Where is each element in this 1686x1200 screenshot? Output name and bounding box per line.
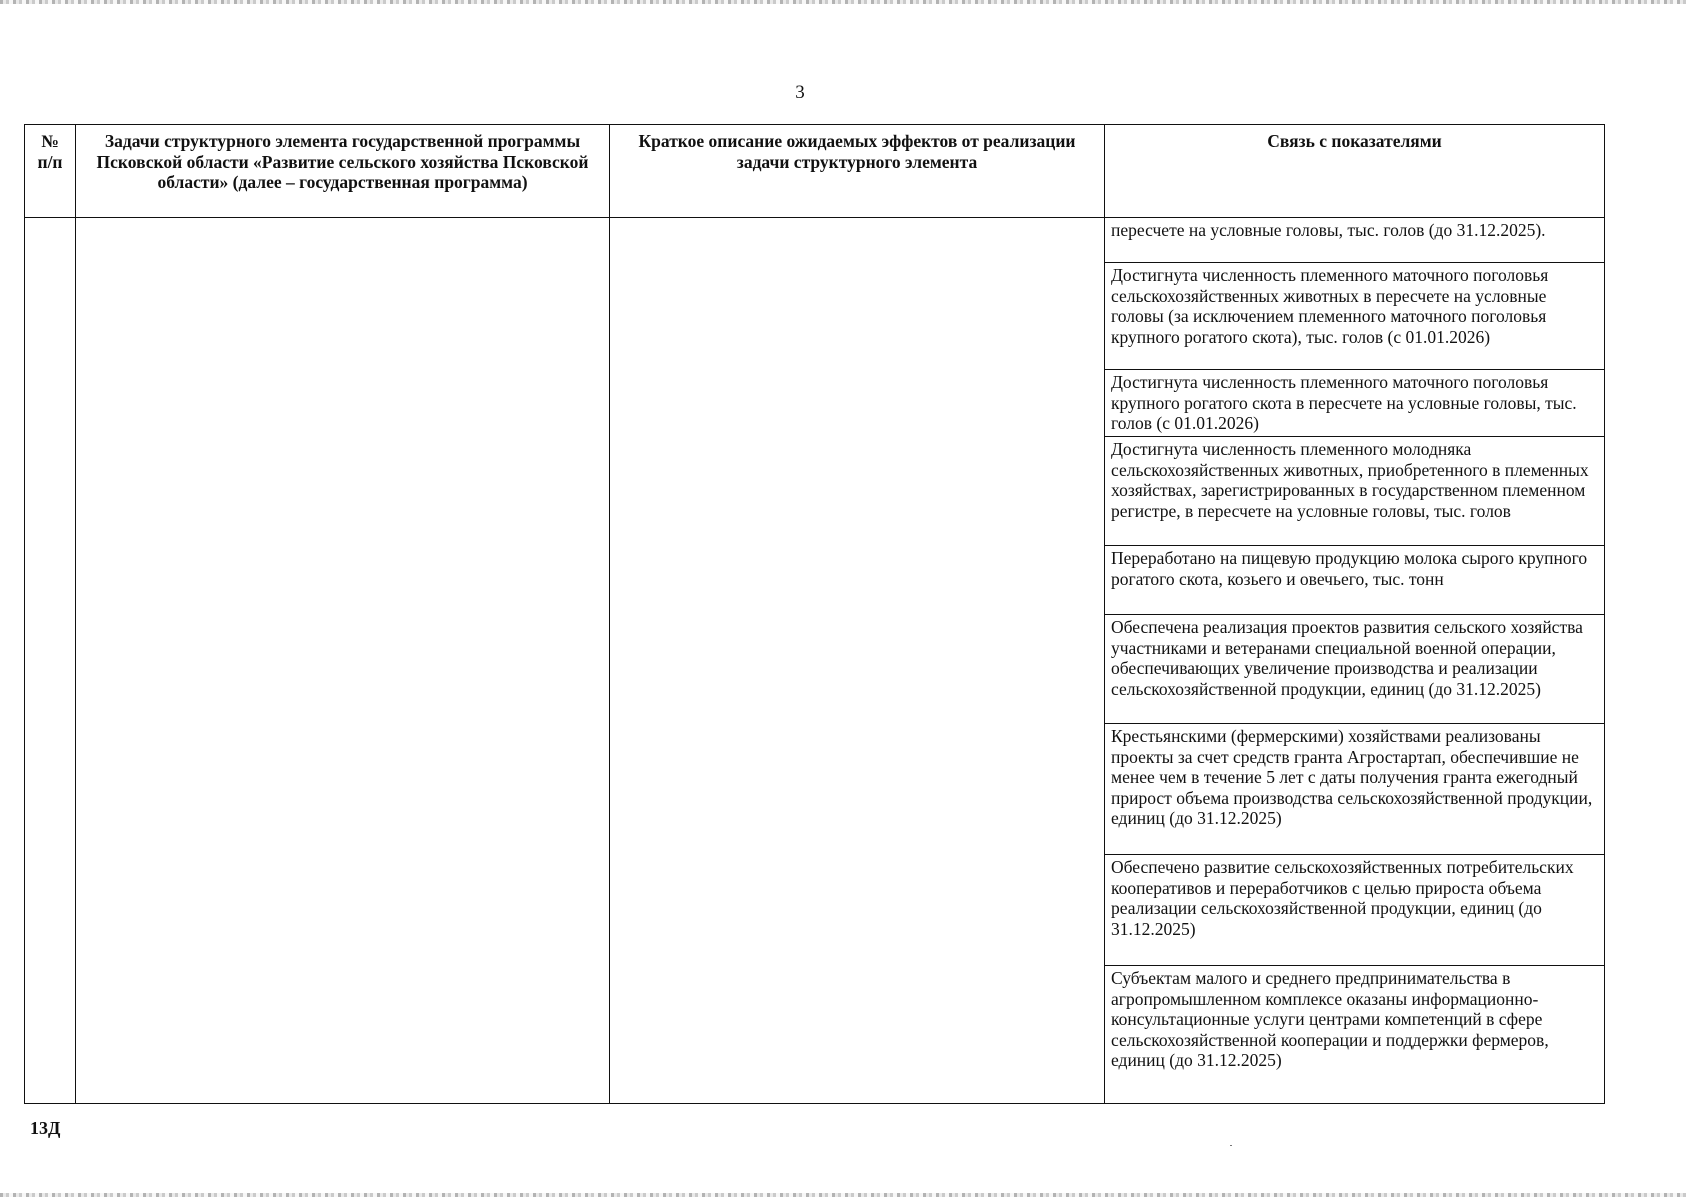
table-row — [25, 218, 1605, 1104]
indicator-item: Достигнута численность племенного молодняка сельскохозяйственных животных, приобретенного в племенных хозяйствах, зарегистрированных в государственном племенном регистре, в пересчете на условные головы, тыс. голов — [1105, 436, 1604, 545]
table-header-row — [25, 125, 1605, 218]
header-effect: Краткое описание ожидаемых эффектов от реализации задачи структурного элемента — [610, 125, 1105, 218]
program-table — [24, 124, 1605, 1104]
scan-edge-top — [0, 0, 1686, 4]
indicator-item: Переработано на пищевую продукцию молока сырого крупного рогатого скота, козьего и овечьего, тыс. тонн — [1105, 545, 1604, 614]
scan-speck — [1230, 1145, 1232, 1146]
header-indicators: Связь с показателями — [1105, 125, 1605, 218]
scan-edge-bottom — [0, 1193, 1686, 1197]
header-number: № п/п — [25, 125, 76, 218]
indicator-item: Обеспечено развитие сельскохозяйственных потребительских кооперативов и переработчиков с целью прироста объема реализации сельскохозяйственной продукции, единиц (до 31.12.2025) — [1105, 854, 1604, 965]
indicator-item: Достигнута численность племенного маточного поголовья крупного рогатого скота в пересчете на условные головы, тыс. голов (с 01.01.2026) — [1105, 369, 1604, 436]
cell-task — [76, 218, 610, 1104]
header-task: Задачи структурного элемента государственной программы Псковской области «Развитие сельского хозяйства Псковской области» (далее – государственная программа) — [76, 125, 610, 218]
indicator-item: Субъектам малого и среднего предпринимательства в агропромышленном комплексе оказаны информационно-консультационные услуги центрами компетенций в сфере сельскохозяйственной кооперации и поддержки фермеров, единиц (до 31.12.2025) — [1105, 965, 1604, 1092]
page-number: 3 — [795, 82, 805, 103]
indicator-item: Достигнута численность племенного маточного поголовья сельскохозяйственных животных в пересчете на условные головы (за исключением племенного маточного поголовья крупного рогатого скота), тыс. голов (с 01.01.2026) — [1105, 262, 1604, 369]
indicator-item: пересчете на условные головы, тыс. голов (до 31.12.2025). — [1111, 220, 1546, 240]
document-code: 13Д — [30, 1118, 61, 1138]
cell-indicators — [1105, 218, 1605, 1104]
cell-number — [25, 218, 76, 1104]
cell-effect — [610, 218, 1105, 1104]
indicator-item: Обеспечена реализация проектов развития сельского хозяйства участниками и ветеранами специальной военной операции, обеспечивающих увеличение производства и реализации сельскохозяйственной продукции, единиц (до 31.12.2025) — [1105, 614, 1604, 723]
indicator-item: Крестьянскими (фермерскими) хозяйствами реализованы проекты за счет средств гранта Агростартап, обеспечившие не менее чем в течение 5 лет с даты получения гранта ежегодный прирост объема производства сельскохозяйственной продукции, единиц (до 31.12.2025) — [1105, 723, 1604, 854]
